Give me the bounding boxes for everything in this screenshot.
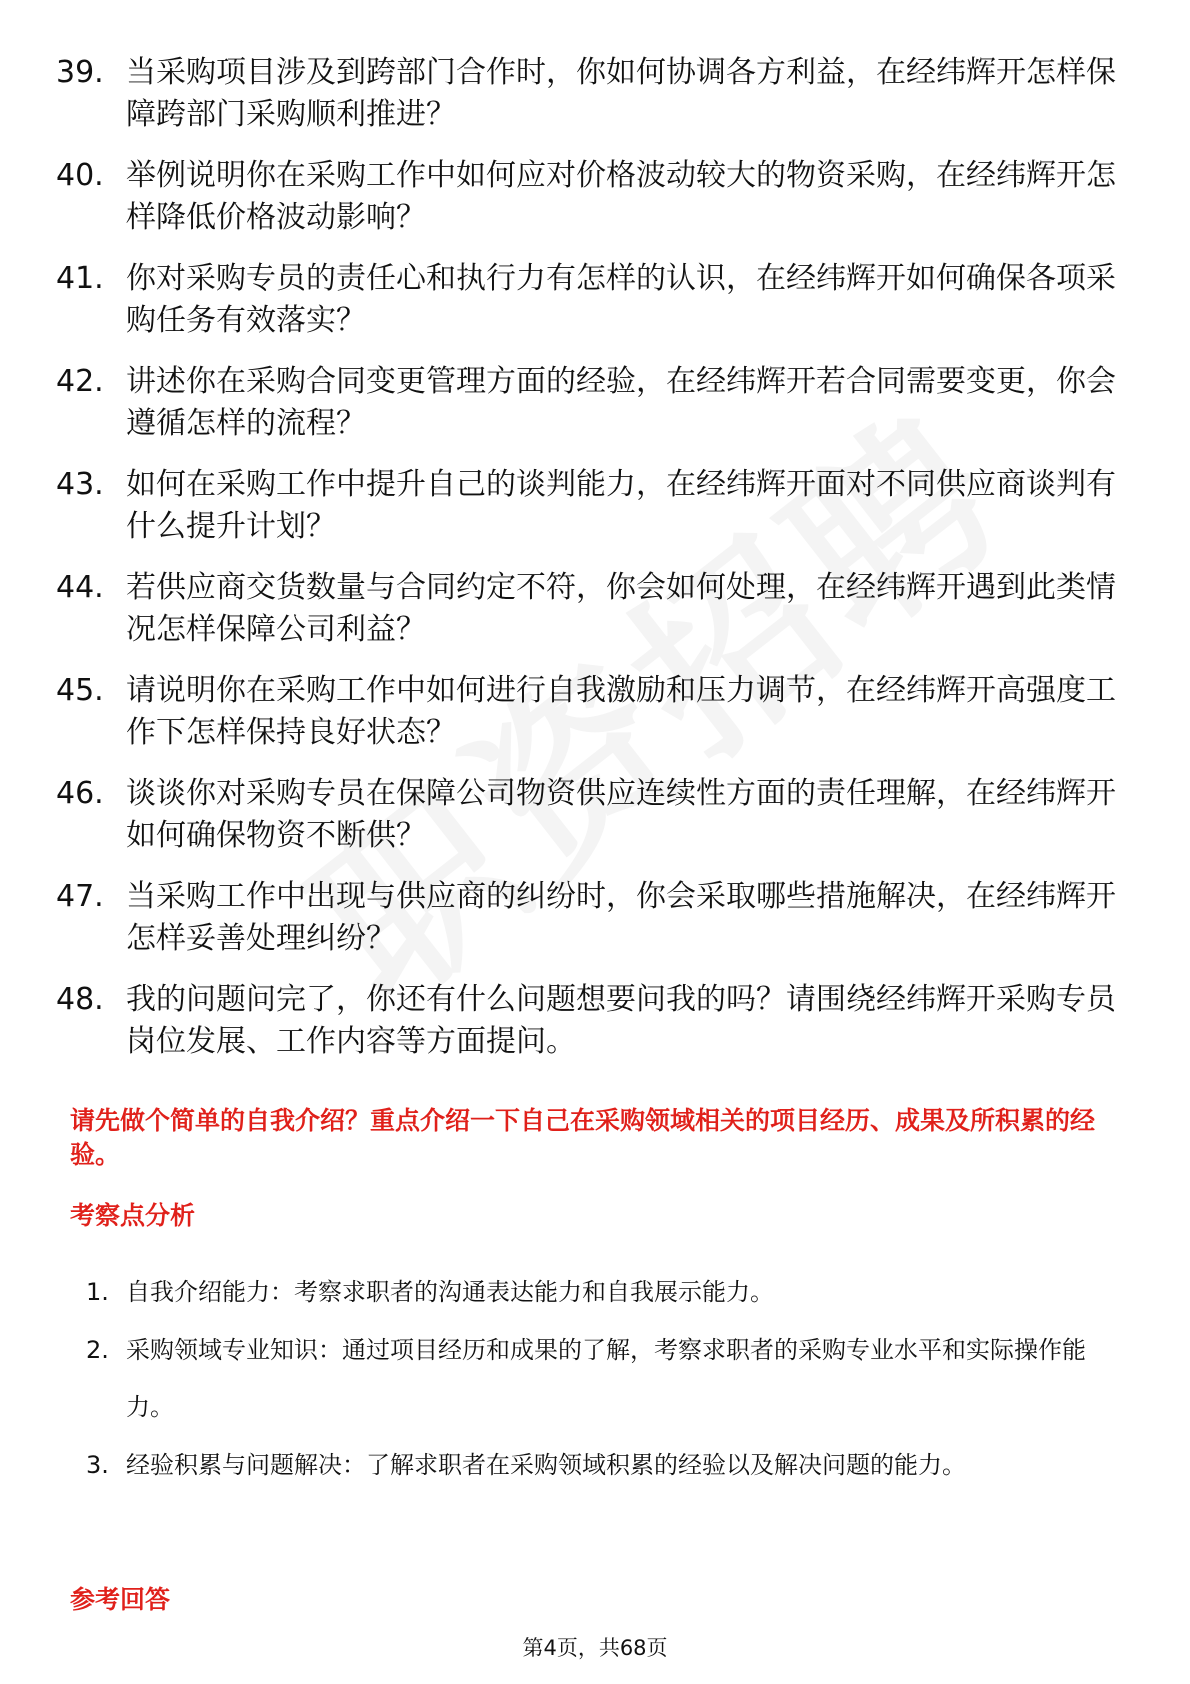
question-number: 45.	[56, 673, 104, 708]
question-item	[56, 876, 1126, 960]
question-item	[56, 979, 1126, 1063]
question-text: 当采购项目涉及到跨部门合作时，你如何协调各方利益，在经纬辉开怎样保障跨部门采购顺利推进？	[126, 55, 1116, 132]
answer-heading: 参考回答	[70, 1585, 171, 1614]
question-number: 43.	[56, 467, 104, 502]
question-number: 46.	[56, 776, 104, 811]
analysis-point	[86, 1264, 1116, 1321]
question-text: 谈谈你对采购专员在保障公司物资供应连续性方面的责任理解，在经纬辉开如何确保物资不断供？	[126, 776, 1116, 853]
analysis-point-text: 自我介绍能力：考察求职者的沟通表达能力和自我展示能力。	[126, 1278, 774, 1306]
question-number: 40.	[56, 158, 104, 193]
question-text: 我的问题问完了，你还有什么问题想要问我的吗？请围绕经纬辉开采购专员岗位发展、工作内容等方面提问。	[126, 982, 1116, 1059]
question-text: 当采购工作中出现与供应商的纠纷时，你会采取哪些措施解决，在经纬辉开怎样妥善处理纠纷？	[126, 879, 1116, 956]
question-list	[56, 52, 1126, 1082]
question-number: 41.	[56, 261, 104, 296]
analysis-point-text: 采购领域专业知识：通过项目经历和成果的了解，考察求职者的采购专业水平和实际操作能力。	[126, 1336, 1086, 1421]
question-item	[56, 464, 1126, 548]
analysis-point-list	[86, 1264, 1116, 1495]
question-item	[56, 52, 1126, 136]
page-footer: 第4页，共68页	[522, 1636, 668, 1660]
featured-question: 请先做个简单的自我介绍？重点介绍一下自己在采购领域相关的项目经历、成果及所积累的经验。	[70, 1106, 1096, 1169]
analysis-point-number: 2.	[86, 1336, 109, 1364]
question-item	[56, 567, 1126, 651]
question-text: 你对采购专员的责任心和执行力有怎样的认识，在经纬辉开如何确保各项采购任务有效落实？	[126, 261, 1116, 338]
analysis-point	[86, 1322, 1116, 1436]
question-text: 举例说明你在采购工作中如何应对价格波动较大的物资采购，在经纬辉开怎样降低价格波动影响？	[126, 158, 1116, 235]
question-text: 如何在采购工作中提升自己的谈判能力，在经纬辉开面对不同供应商谈判有什么提升计划？	[126, 467, 1116, 544]
question-item	[56, 361, 1126, 445]
question-number: 44.	[56, 570, 104, 605]
question-number: 47.	[56, 879, 104, 914]
question-number: 42.	[56, 364, 104, 399]
analysis-point-number: 3.	[86, 1451, 109, 1479]
question-item	[56, 773, 1126, 857]
question-number: 48.	[56, 982, 104, 1017]
question-text: 若供应商交货数量与合同约定不符，你会如何处理，在经纬辉开遇到此类情况怎样保障公司利益？	[126, 570, 1116, 647]
question-item	[56, 670, 1126, 754]
analysis-heading: 考察点分析	[70, 1201, 196, 1230]
question-text: 请说明你在采购工作中如何进行自我激励和压力调节，在经纬辉开高强度工作下怎样保持良好状态？	[126, 673, 1116, 750]
question-item	[56, 155, 1126, 239]
question-item	[56, 258, 1126, 342]
analysis-point	[86, 1437, 1116, 1494]
analysis-point-text: 经验积累与问题解决：了解求职者在采购领域积累的经验以及解决问题的能力。	[126, 1451, 966, 1479]
question-number: 39.	[56, 55, 104, 90]
question-text: 讲述你在采购合同变更管理方面的经验，在经纬辉开若合同需要变更，你会遵循怎样的流程？	[126, 364, 1116, 441]
analysis-point-number: 1.	[86, 1278, 109, 1306]
